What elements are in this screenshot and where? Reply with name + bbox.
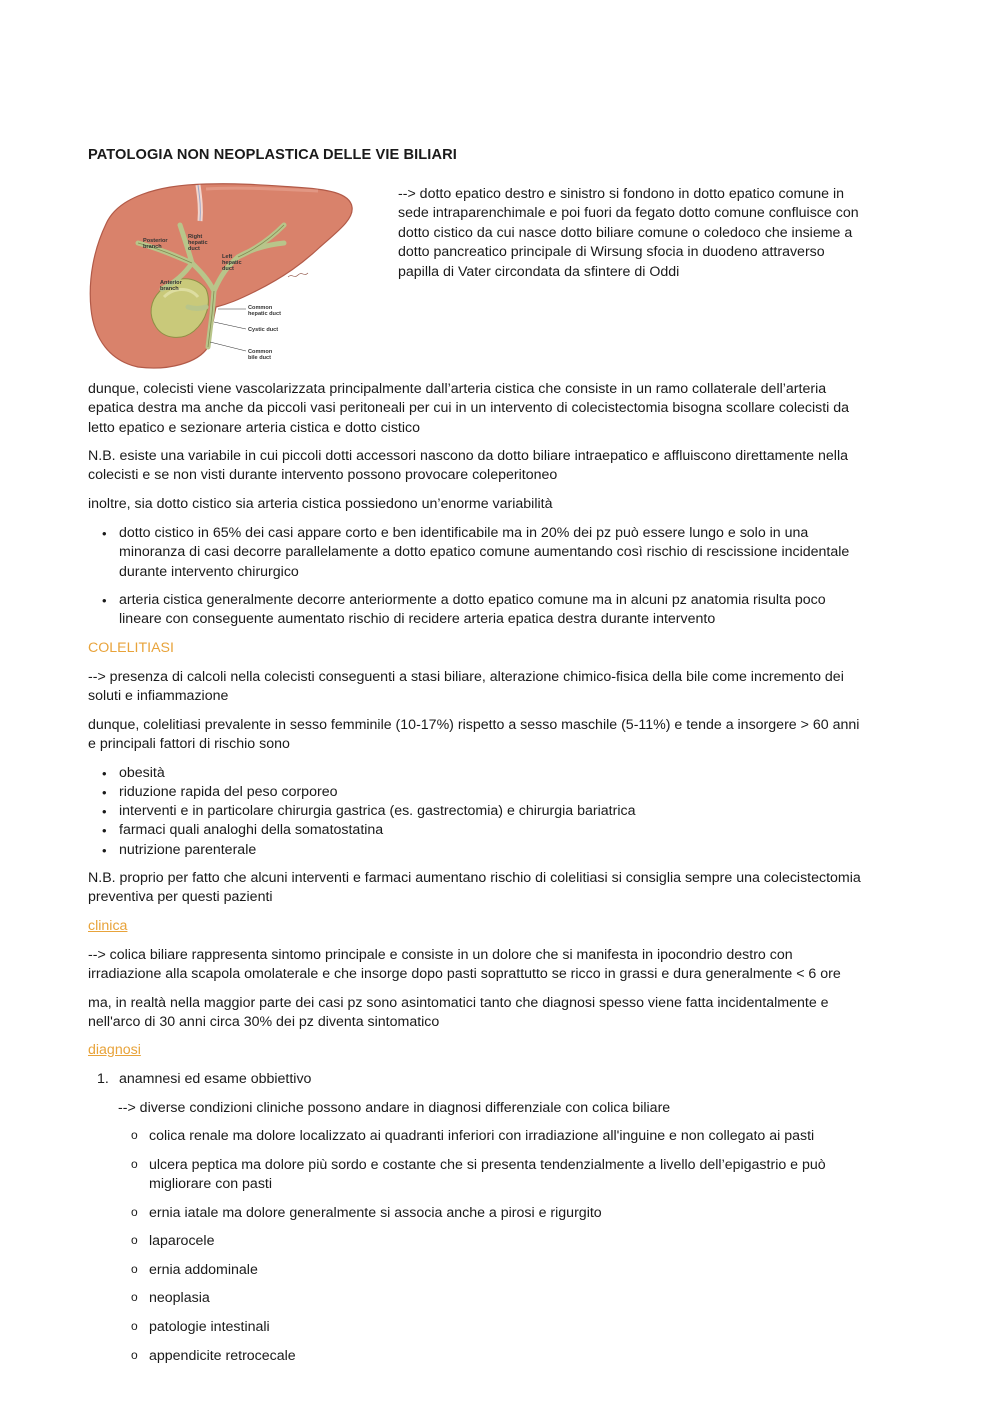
label-common-hepatic-duct: Common hepatic duct [248, 305, 281, 317]
sub-list-item: o colica renale ma dolore localizzato ai quadranti inferiori con irradiazione all'inguine e non collegato ai pasti [149, 1127, 864, 1146]
list-item: • farmaci quali analoghi della somatostatina [119, 821, 864, 840]
sub-list-item: o laparocele [149, 1232, 864, 1251]
sub-list-item: o patologie intestinali [149, 1318, 864, 1337]
paragraph: --> presenza di calcoli nella colecisti conseguenti a stasi biliare, alterazione chimico-fisica della bile come incremento dei soluti e infiammazione [88, 669, 844, 705]
list-number: 1. [97, 1071, 109, 1087]
list-item: • interventi e in particolare chirurgia gastrica (es. gastrectomia) e chirurgia bariatrica [119, 802, 864, 821]
paragraph: N.B. proprio per fatto che alcuni interventi e farmaci aumentano rischio di colelitiasi si consiglia sempre una colecistectomia preventiva per questi pazienti [88, 870, 861, 906]
intro-paragraph: --> dotto epatico destro e sinistro si fondono in dotto epatico comune in sede intraparenchimale e poi fuori da fegato dotto comune confluisce con dotto cistico da cui nasce dotto biliare comune o coledoco che insieme a dotto pancreatico principale di Wirsung sfocia in duodeno attraverso papilla di Vater circondata da sfintere di Oddi [398, 186, 859, 280]
list-item: • arteria cistica generalmente decorre anteriormente a dotto epatico comune ma in alcuni pz anatomia risulta poco lineare con conseguente aumentato rischio di recidere arteria epatica destra durante intervento [119, 591, 864, 630]
link-clinica[interactable]: clinica [88, 918, 128, 934]
liver-anatomy-figure [88, 179, 363, 374]
link-diagnosi[interactable]: diagnosi [88, 1042, 141, 1058]
paragraph: --> diverse condizioni cliniche possono andare in diagnosi differenziale con colica biliare [118, 1100, 671, 1116]
sub-list-item: o appendicite retrocecale [149, 1347, 864, 1366]
liver-illustration [88, 179, 363, 374]
page-title: PATOLOGIA NON NEOPLASTICA DELLE VIE BILIARI [88, 147, 457, 163]
paragraph: dunque, colecisti viene vascolarizzata principalmente dall’arteria cistica che consiste in un ramo collaterale dell’arteria epatica destra ma anche da piccoli vasi peritoneali per cui in un intervento di colecistectomia bisogna scollare colecisti da letto epatico e sezionare arteria cistica e dotto cistico [88, 381, 850, 436]
paragraph: ma, in realtà nella maggior parte dei casi pz sono asintomatici tanto che diagnosi spesso viene fatta incidentalmente e nell'arco di 30 anni circa 30% dei pz diventa sintomatico [88, 995, 829, 1031]
sub-list-item: o ernia iatale ma dolore generalmente si associa anche a pirosi e rigurgito [149, 1204, 864, 1223]
list-item: • nutrizione parenterale [119, 841, 864, 860]
paragraph: dunque, colelitiasi prevalente in sesso femminile (10-17%) rispetto a sesso maschile (5-11%) e tende a insorgere > 60 anni e principali fattori di rischio sono [88, 717, 860, 753]
label-anterior-branch: Anterior branch [160, 280, 182, 292]
numbered-item-text: anamnesi ed esame obbiettivo [119, 1071, 312, 1087]
numbered-item [97, 1070, 312, 1089]
sub-list-item: o ernia addominale [149, 1261, 864, 1280]
paragraph: --> colica biliare rappresenta sintomo principale e consiste in un dolore che si manifesta in ipocondrio destro con irradiazione alla scapola omolaterale e che insorge dopo pasti soprattutto se ricco in grassi e dura generalmente < 6 ore [88, 947, 841, 983]
label-posterior-branch: Posterior branch [143, 238, 168, 250]
sub-list-item: o ulcera peptica ma dolore più sordo e costante che si presenta tendenzialmente a livello dell’epigastrio e può migliorare con pasti [149, 1156, 864, 1195]
sub-list-item: o neoplasia [149, 1289, 864, 1308]
label-right-hepatic-duct: Right hepatic duct [188, 234, 208, 252]
label-common-bile-duct: Common bile duct [248, 349, 273, 361]
label-left-hepatic-duct: Left hepatic duct [222, 254, 242, 272]
list-item: • dotto cistico in 65% dei casi appare corto e ben identificabile ma in 20% dei pz può essere lungo e solo in una minoranza di casi decorre parallelamente a dotto epatico comune aumentando così rischio di rescissione incidentale durante intervento chirurgico [119, 524, 864, 582]
list-item: • obesità [119, 764, 864, 783]
paragraph: N.B. esiste una variabile in cui piccoli dotti accessori nascono da dotto biliare intraepatico e affluiscono direttamente nella colecisti e se non visti durante intervento possono provocare coleperitoneo [88, 448, 848, 484]
list-item: • riduzione rapida del peso corporeo [119, 783, 864, 802]
label-cystic-duct: Cystic duct [248, 327, 279, 333]
section-heading-colelitiasi: COLELITIASI [88, 640, 174, 656]
paragraph: inoltre, sia dotto cistico sia arteria cistica possiedono un’enorme variabilità [88, 496, 553, 512]
